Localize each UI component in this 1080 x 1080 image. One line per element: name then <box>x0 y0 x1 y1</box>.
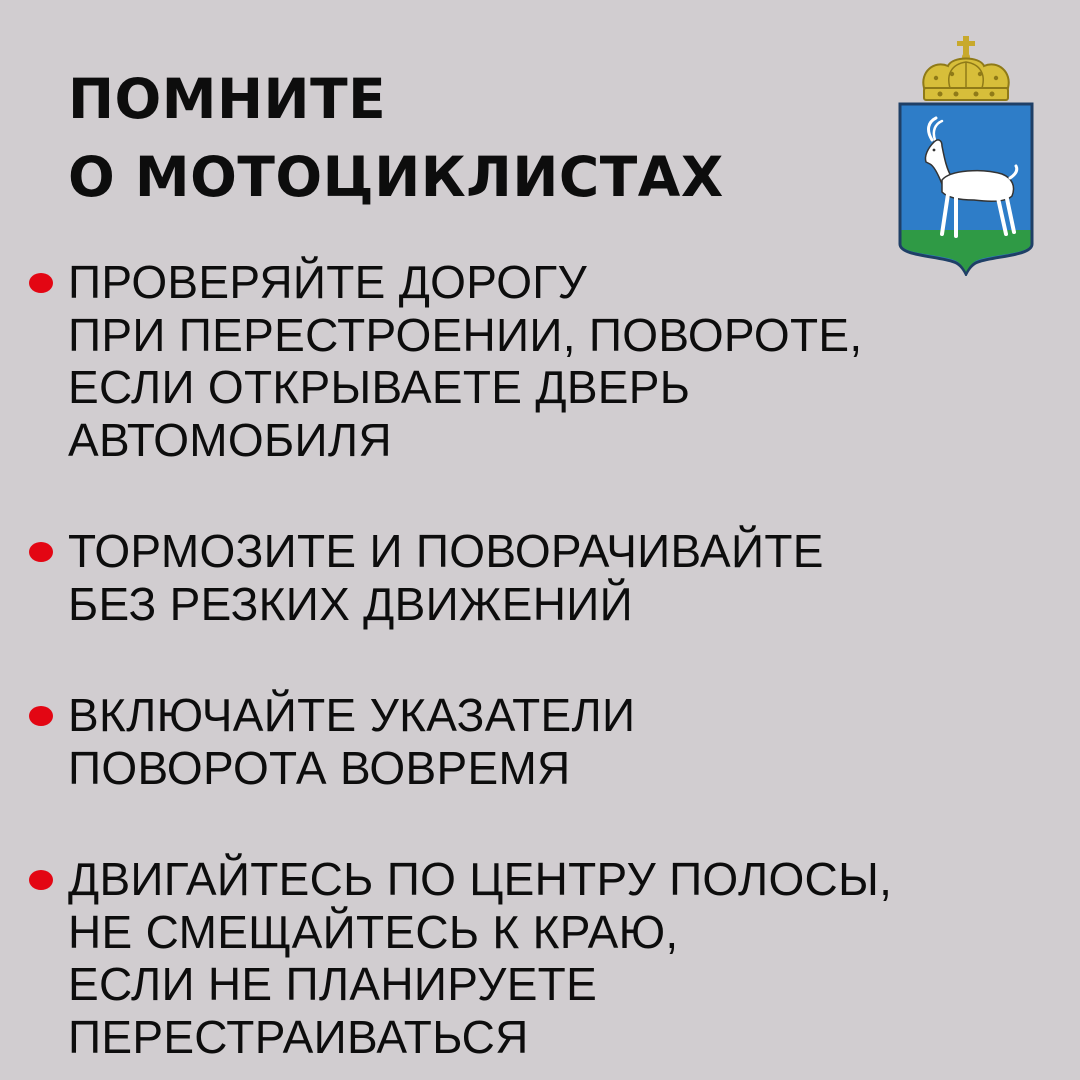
title-line-1: ПОМНИТЕ <box>68 67 387 131</box>
list-item <box>0 256 1080 466</box>
tip-line: ВКЛЮЧАЙТЕ УКАЗАТЕЛИ <box>68 689 636 741</box>
list-item <box>0 689 1080 794</box>
tip-line: ДВИГАЙТЕСЬ ПО ЦЕНТРУ ПОЛОСЫ, <box>68 853 893 905</box>
title-line-2: О МОТОЦИКЛИСТАХ <box>68 145 724 209</box>
crown-icon <box>923 36 1008 100</box>
tips-list <box>0 256 1080 1063</box>
bullet-icon <box>29 273 53 293</box>
tip-line: НЕ СМЕЩАЙТЕСЬ К КРАЮ, <box>68 905 679 958</box>
tip-line: ЕСЛИ ОТКРЫВАЕТЕ ДВЕРЬ <box>68 361 691 413</box>
list-item <box>0 525 1080 630</box>
tip-line: ПЕРЕСТРАИВАТЬСЯ <box>68 1010 529 1063</box>
tip-line: ПРИ ПЕРЕСТРОЕНИИ, ПОВОРОТЕ, <box>68 308 863 361</box>
tip-line: ЕСЛИ НЕ ПЛАНИРУЕТЕ <box>68 958 598 1010</box>
page-title <box>68 60 724 216</box>
tip-line: ПОВОРОТА ВОВРЕМЯ <box>68 741 571 794</box>
tip-line: ПРОВЕРЯЙТЕ ДОРОГУ <box>68 256 588 308</box>
bullet-icon <box>29 870 53 890</box>
tip-line: АВТОМОБИЛЯ <box>68 413 392 466</box>
bullet-icon <box>29 706 53 726</box>
bullet-icon <box>29 542 53 562</box>
tip-line: ТОРМОЗИТЕ И ПОВОРАЧИВАЙТЕ <box>68 525 824 577</box>
list-item <box>0 853 1080 1063</box>
samara-coat-of-arms-icon <box>890 34 1042 276</box>
tip-line: БЕЗ РЕЗКИХ ДВИЖЕНИЙ <box>68 577 633 630</box>
